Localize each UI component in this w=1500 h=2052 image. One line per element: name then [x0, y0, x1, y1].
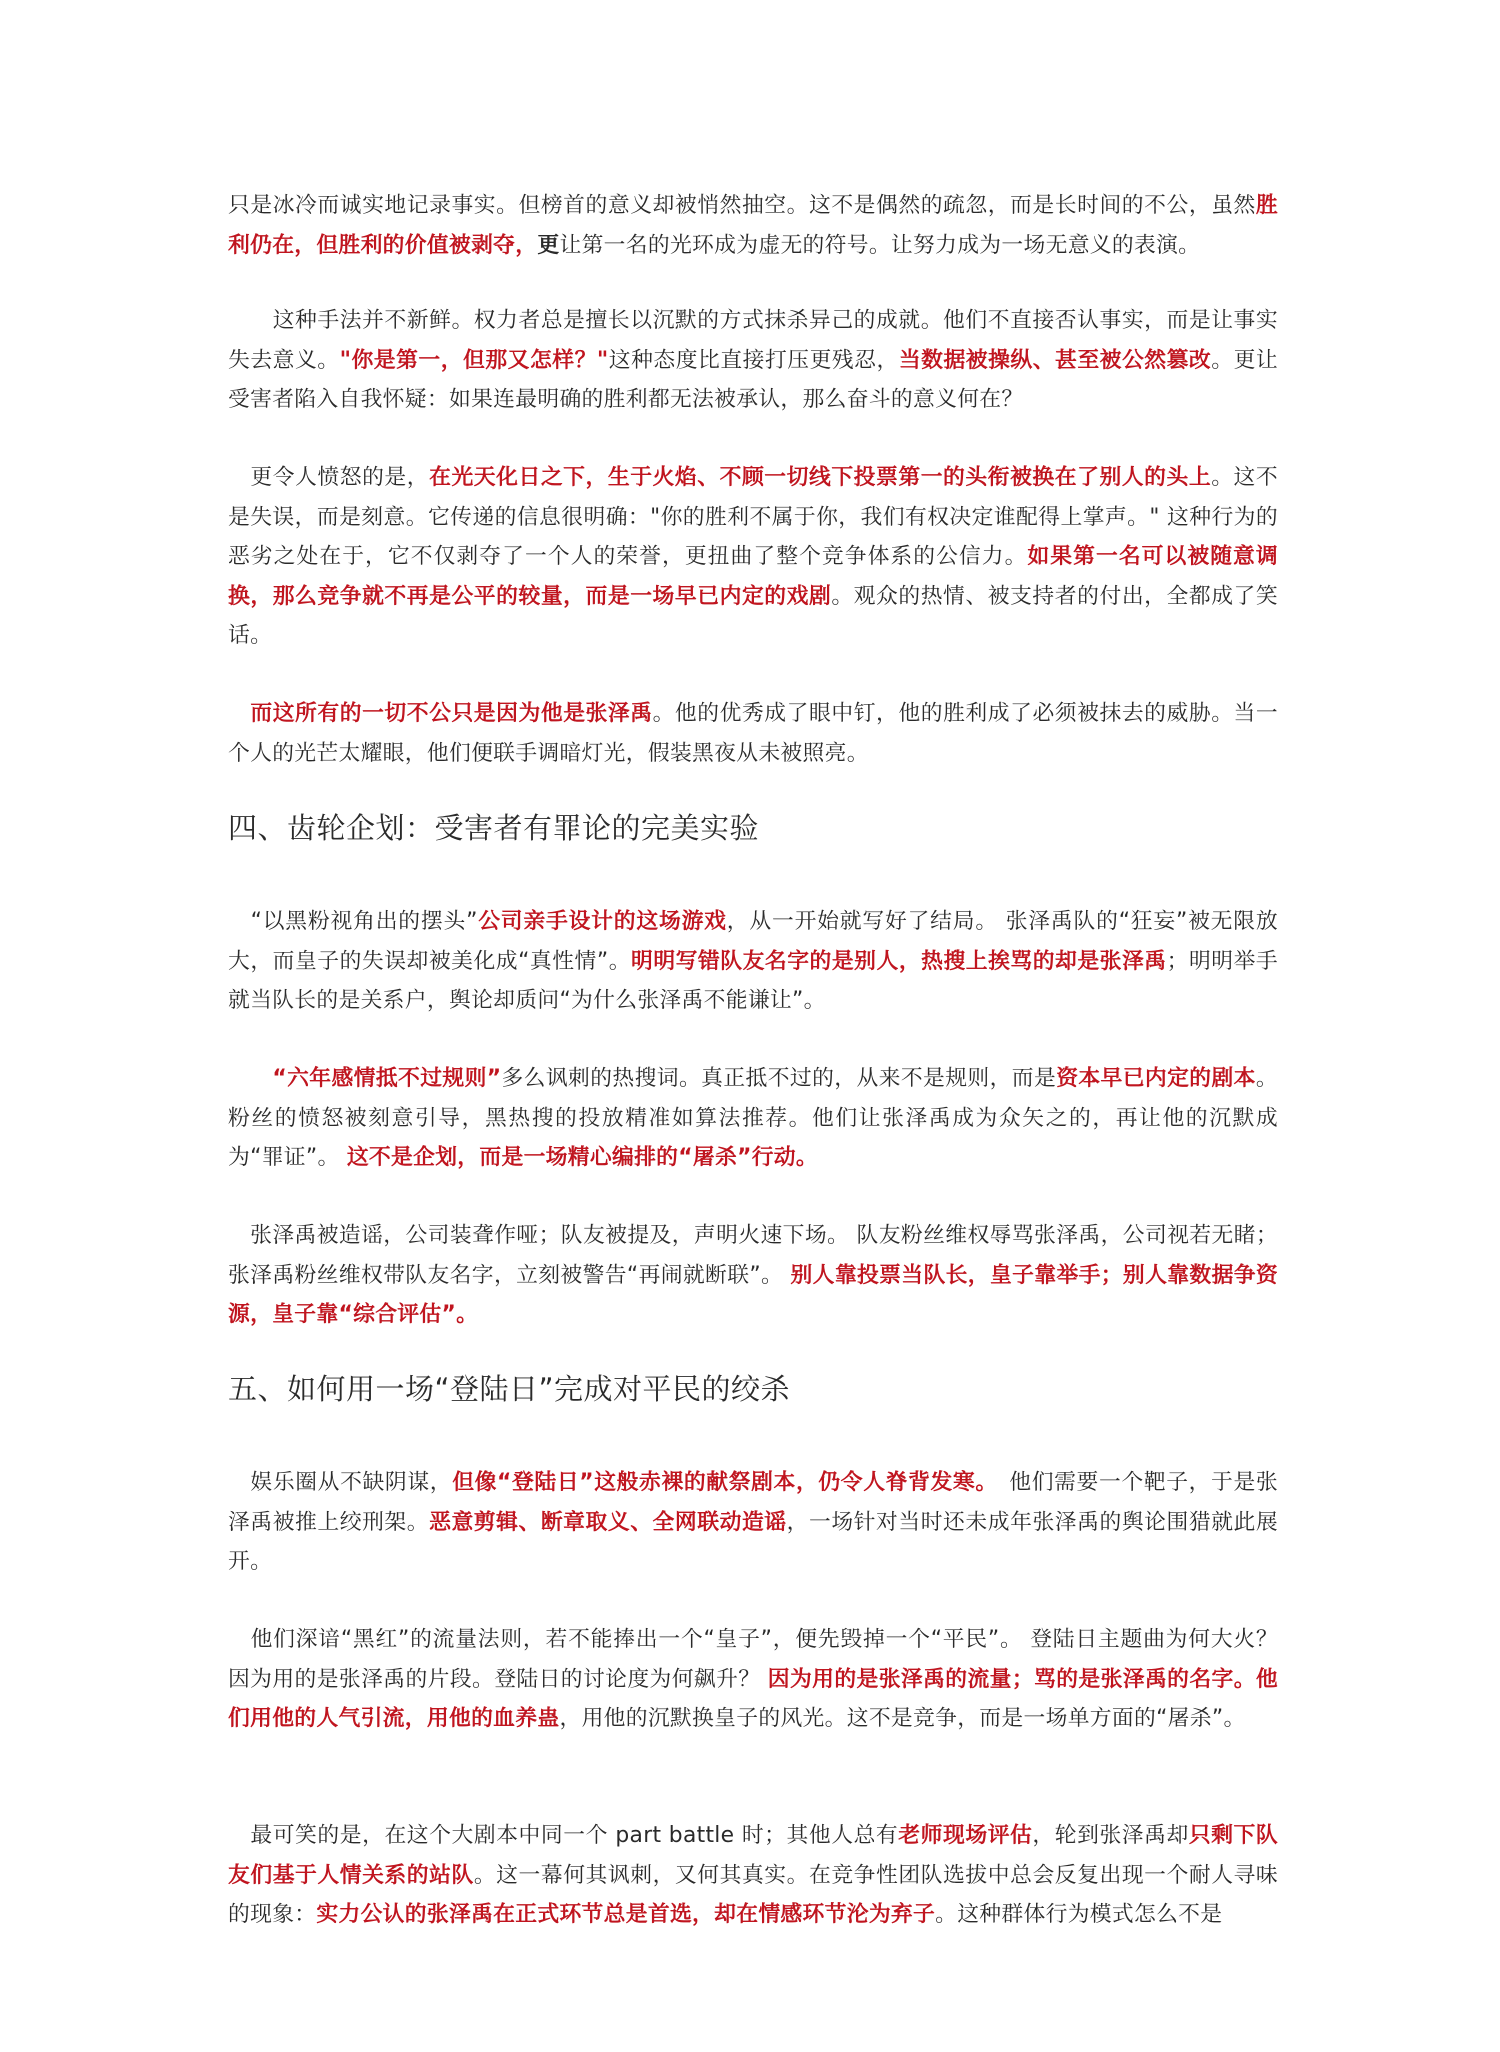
highlighted-text: 这不是企划，而是一场精心编排的“屠杀”行动。: [346, 1145, 819, 1170]
highlighted-text: 公司亲手设计的这场游戏: [477, 909, 727, 934]
text-run: 。他的优秀成了眼中钉，他的胜利成了必须被抹去的威胁。当一个人的光芒太耀眼，他们便联手调暗灯光，假装黑夜从未被照亮。: [228, 701, 1278, 766]
highlighted-text: 因为用的是张泽禹的流量；骂的是张泽禹的名字。他们用他的人气引流，用他的血养蛊: [228, 1666, 1278, 1731]
text-run: ，轮到张泽禹却: [1032, 1823, 1189, 1848]
paragraph-1: [228, 186, 1278, 265]
paragraph-10: [228, 1816, 1278, 1935]
text-run: 他们需要一个靶子，于是张泽禹被推上绞刑架。: [228, 1470, 1278, 1535]
text-run: 。观众的热情、被支持者的付出，全都成了笑话。: [228, 583, 1278, 648]
text-run: 娱乐圈从不缺阴谋，: [228, 1470, 453, 1495]
paragraph-5: [228, 902, 1278, 1021]
paragraph-3: [228, 458, 1278, 656]
text-run: 。这不是失误，而是刻意。它传递的信息很明确："你的胜利不属于你，我们有权决定谁配得上掌声。" 这种行为的恶劣之处在于，它不仅剥夺了一个人的荣誉，更扭曲了整个竞争体系的公信力。: [228, 465, 1278, 569]
text-run: ，从一开始就写好了结局。 张泽禹队的“狂妄”被无限放大，而皇子的失误却被美化成“真性情”。: [228, 909, 1278, 974]
highlighted-text: 老师现场评估: [898, 1823, 1033, 1848]
text-run: 只是冰冷而诚实地记录事实。但榜首的意义却被悄然抽空。这不是偶然的疏忽，而是长时间的不公，虽然: [228, 193, 1256, 218]
highlighted-text: 资本早已内定的剧本: [1056, 1066, 1256, 1091]
text-run: 张泽禹被造谣，公司装聋作哑；队友被提及，声明火速下场。 队友粉丝维权辱骂张泽禹，公司视若无睹；张泽禹粉丝维权带队友名字，立刻被警告“再闹就断联”。: [228, 1223, 1278, 1288]
paragraph-2: [228, 301, 1278, 420]
highlighted-text: 别人靠投票当队长，皇子靠举手；别人靠数据争资源，皇子靠“综合评估”。: [228, 1262, 1278, 1327]
highlighted-text: 在光天化日之下，生于火焰、不顾一切线下投票第一的头衔被换在了别人的头上: [429, 465, 1212, 490]
text-run: ，一场针对当时还未成年张泽禹的舆论围猎就此展开。: [228, 1509, 1278, 1574]
paragraph-6: [228, 1059, 1278, 1178]
text-run: 这种手法并不新鲜。权力者总是擅长以沉默的方式抹杀异己的成就。他们不直接否认事实，而是让事实失去意义。: [228, 308, 1278, 373]
text-run: 最可笑的是，在这个大剧本中同一个 part battle 时；其他人总有: [228, 1823, 899, 1848]
text-run: 更令人愤怒的是，: [228, 465, 430, 490]
text-run: 。这种群体行为模式怎么不是: [935, 1902, 1223, 1927]
text-run: [228, 701, 250, 726]
paragraph-9: [228, 1620, 1278, 1739]
text-run: 多么讽刺的热搜词。真正抵不过的，从来不是规则，而是: [501, 1066, 1057, 1091]
text-run: 让第一名的光环成为虚无的符号。让努力成为一场无意义的表演。: [559, 232, 1201, 258]
highlighted-text: "你是第一，但那又怎样？": [339, 347, 609, 373]
text-run: 。更让受害者陷入自我怀疑：如果连最明确的胜利都无法被承认，那么奋斗的意义何在？: [228, 347, 1278, 412]
text-run: 更: [537, 232, 560, 258]
paragraph-8: [228, 1463, 1278, 1582]
section-heading-4: 四、齿轮企划：受害者有罪论的完美实验: [228, 811, 760, 845]
text-run: ，用他的沉默换皇子的风光。这不是竞争，而是一场单方面的“屠杀”。: [559, 1706, 1246, 1731]
highlighted-text: 只剩下队友们基于人情关系的站队: [228, 1823, 1279, 1888]
text-run: 。粉丝的愤怒被刻意引导，黑热搜的投放精准如算法推荐。他们让张泽禹成为众矢之的，再让他的沉默成为“罪证”。: [228, 1066, 1278, 1170]
highlighted-text: 明明写错队友名字的是别人，热搜上挨骂的却是张泽禹: [631, 948, 1167, 974]
paragraph-7: [228, 1216, 1278, 1335]
highlighted-text: 而这所有的一切不公只是因为他是张泽禹: [250, 701, 653, 726]
text-run: 这种态度比直接打压更残忍，: [608, 347, 899, 373]
highlighted-text: 实力公认的张泽禹在正式环节总是首选，却在情感环节沦为弃子: [316, 1902, 936, 1927]
section-heading-5: 五、如何用一场“登陆日”完成对平民的绞杀: [228, 1372, 791, 1406]
text-run: 他们深谙“黑红”的流量法则，若不能捧出一个“皇子”，便先毁掉一个“平民”。 登陆日主题曲为何大火？ 因为用的是张泽禹的片段。登陆日的讨论度为何飙升？: [228, 1627, 1278, 1692]
text-run: “以黑粉视角出的摆头”: [228, 909, 478, 934]
paragraph-4: [228, 694, 1278, 773]
highlighted-text: 但像“登陆日”这般赤裸的献祭剧本，仍令人脊背发寒。: [452, 1470, 987, 1495]
text-run: 。这一幕何其讽刺，又何其真实。在竞争性团队选拔中总会反复出现一个耐人寻味的现象：: [228, 1862, 1278, 1927]
highlighted-text: 胜利仍在，但胜利的价值被剥夺，: [228, 193, 1278, 258]
highlighted-text: 当数据被操纵、甚至被公然篡改: [898, 347, 1212, 373]
highlighted-text: 如果第一名可以被随意调换，那么竞争就不再是公平的较量，而是一场早已内定的戏剧: [228, 544, 1278, 609]
text-run: [228, 1066, 272, 1091]
highlighted-text: 恶意剪辑、断章取义、全网联动造谣: [429, 1509, 787, 1535]
highlighted-text: “六年感情抵不过规则”: [272, 1066, 502, 1091]
text-run: ；明明举手就当队长的是关系户，舆论却质问“为什么张泽禹不能谦让”。: [228, 948, 1278, 1013]
